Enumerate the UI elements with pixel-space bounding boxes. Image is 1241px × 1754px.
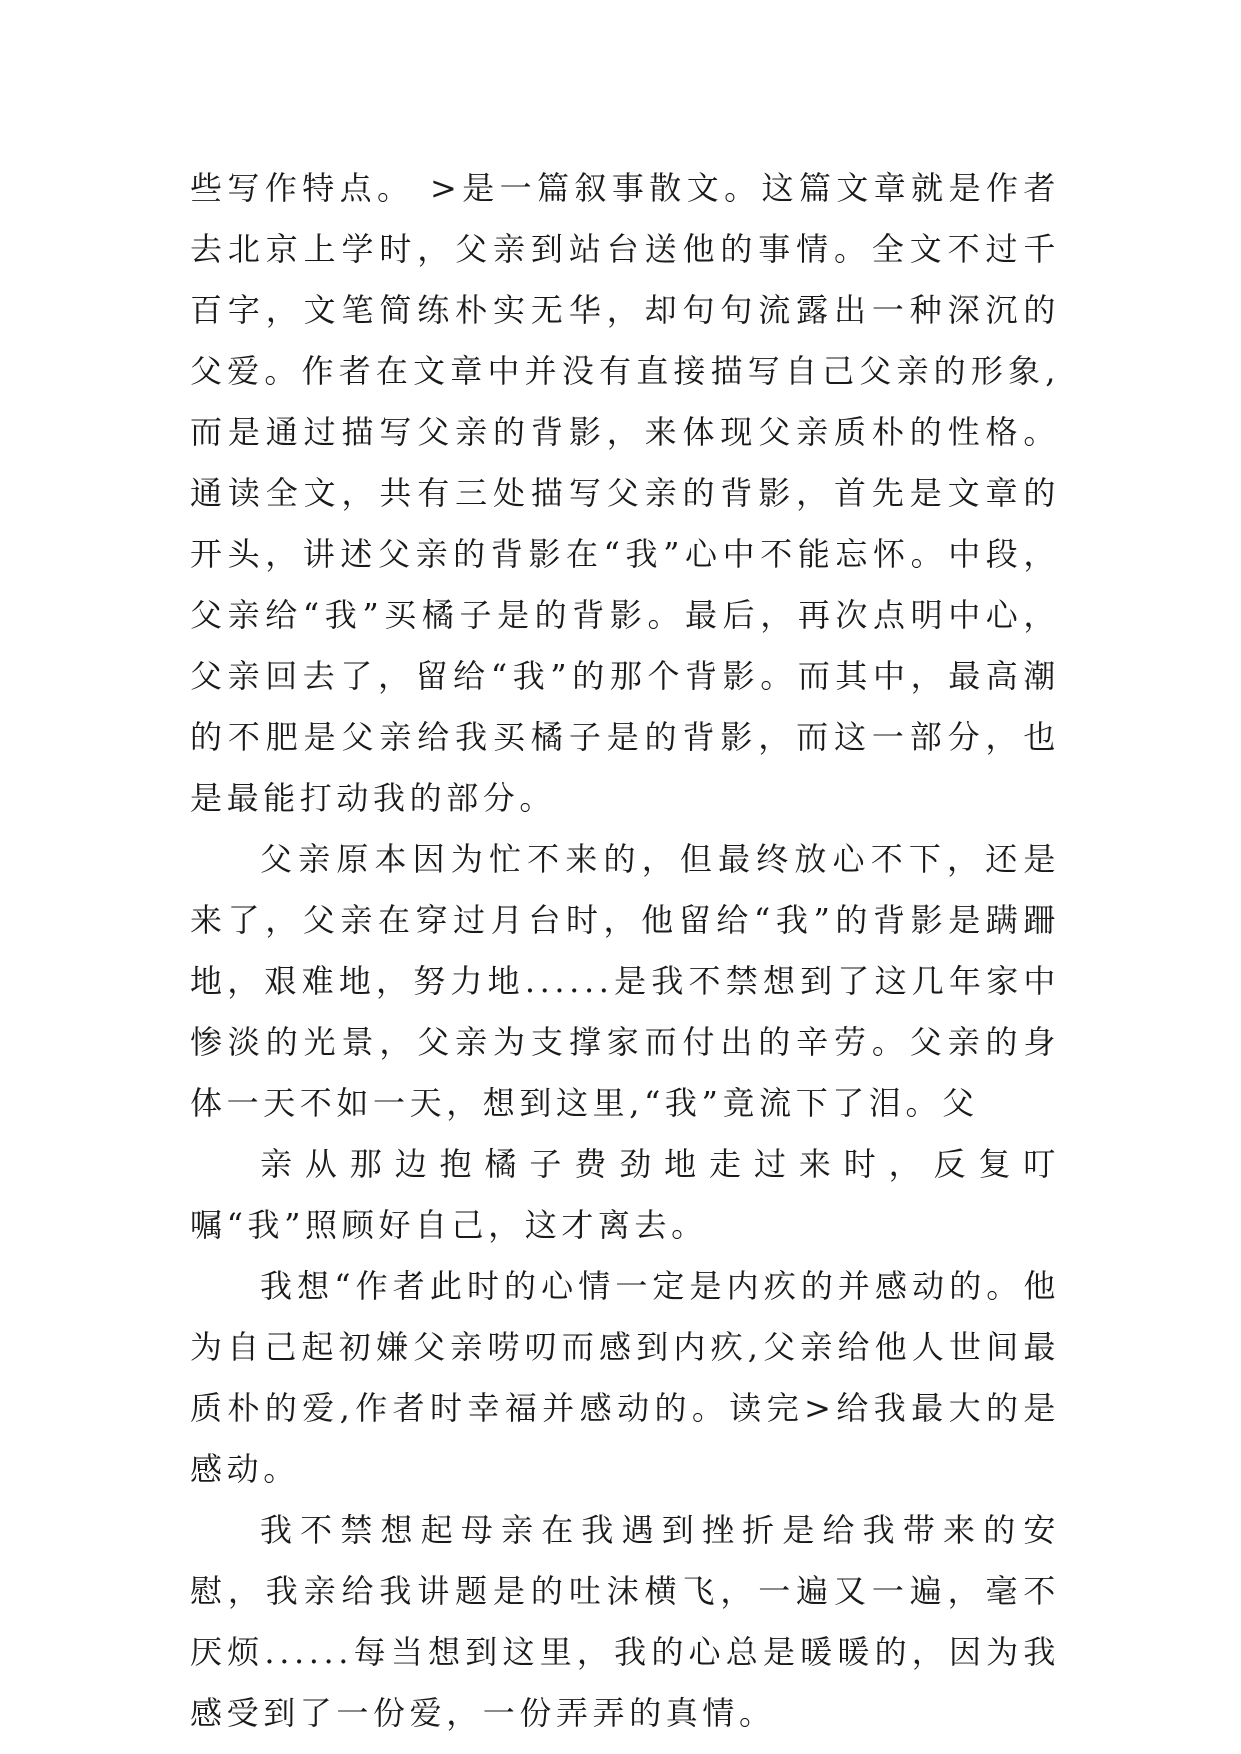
paragraph-3: 亲从那边抱橘子费劲地走过来时，反复叮嘱“我”照顾好自己，这才离去。 xyxy=(190,1145,1060,1244)
paragraph-4: 我想“作者此时的心情一定是内疚的并感动的。他为自己起初嫌父亲唠叨而感到内疚,父亲给他人世间最质朴的爱,作者时幸福并感动的。读完>给我最大的是感动。 xyxy=(190,1267,1060,1488)
paragraph-1: 些写作特点。 >是一篇叙事散文。这篇文章就是作者去北京上学时，父亲到站台送他的事情。全文不过千百字，文笔简练朴实无华，却句句流露出一种深沉的父爱。作者在文章中并没有直接描写自己父亲的形象,而是通过描写父亲的背影，来体现父亲质朴的性格。通读全文，共有三处描写父亲的背影，首先是文章的开头，讲述父亲的背影在“我”心中不能忘怀。中段，父亲给“我”买橘子是的背影。最后，再次点明中心，父亲回去了，留给“我”的那个背影。而其中，最高潮的不肥是父亲给我买橘子是的背影，而这一部分，也是最能打动我的部分。 xyxy=(190,169,1060,817)
paragraph-5: 我不禁想起母亲在我遇到挫折是给我带来的安慰，我亲给我讲题是的吐沫横飞，一遍又一遍，毫不厌烦......每当想到这里，我的心总是暖暖的，因为我感受到了一份爱，一份弄弄的真情。 xyxy=(190,1511,1060,1732)
paragraph-2: 父亲原本因为忙不来的，但最终放心不下，还是来了，父亲在穿过月台时，他留给“我”的背影是蹒跚地，艰难地，努力地......是我不禁想到了这几年家中惨淡的光景，父亲为支撑家而付出的辛劳。父亲的身体一天不如一天，想到这里,“我”竟流下了泪。父 xyxy=(190,840,1060,1122)
document-body xyxy=(190,158,1060,1744)
